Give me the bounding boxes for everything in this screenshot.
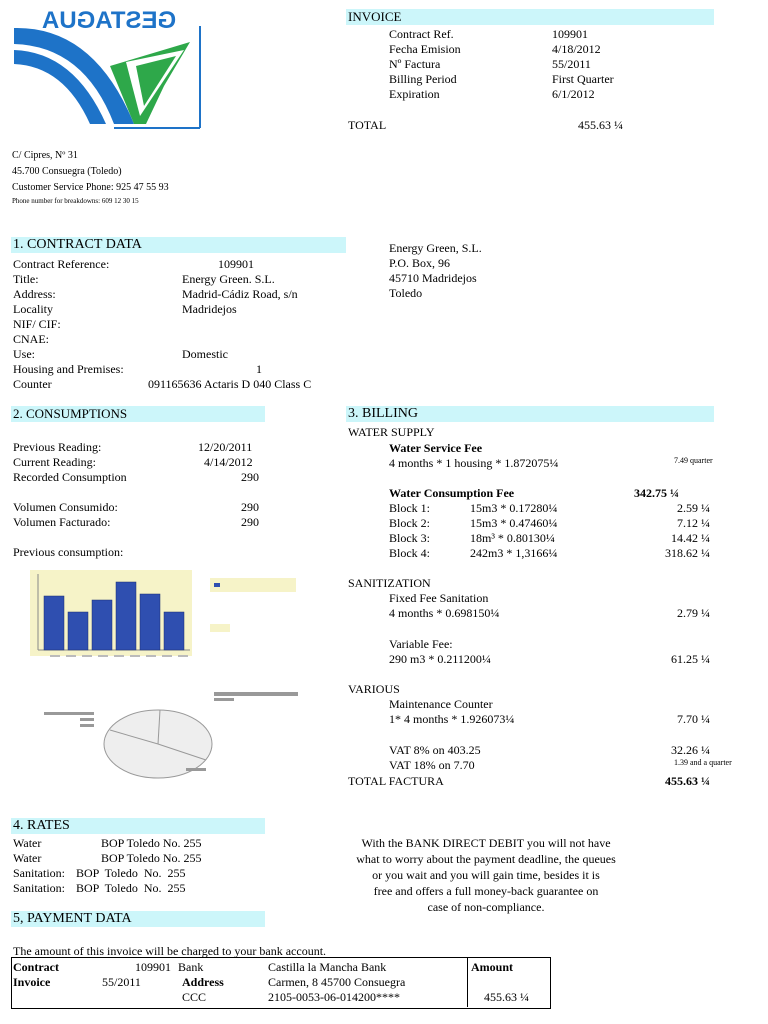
vat8-label: VAT 8% on 403.25	[389, 743, 481, 757]
consumption-label: Volumen Consumido:	[13, 500, 118, 514]
fixed-fee-label: Fixed Fee Sanitation	[389, 591, 489, 605]
payment-contract-label: Contract	[13, 960, 59, 974]
payment-ccc-label: CCC	[182, 990, 207, 1004]
total-factura-amount: 455.63 ¼	[665, 774, 710, 788]
recipient-line: Energy Green, S.L.	[389, 241, 482, 255]
contract-value: 091165636 Actaris D 040 Class C	[148, 377, 312, 391]
block-label: Block 3:	[389, 531, 430, 545]
invoice-total-value: 455.63 ¼	[578, 118, 623, 132]
recipient-line: Toledo	[389, 286, 423, 300]
contract-label: NIF/ CIF:	[13, 317, 61, 331]
fixed-fee-line: 4 months * 0.698150¼	[389, 606, 500, 620]
consumption-label: Current Reading:	[13, 455, 96, 469]
payment-invoice-label: Invoice	[13, 975, 51, 989]
total-factura-label: TOTAL FACTURA	[348, 774, 444, 788]
rates-header: 4. RATES	[11, 818, 265, 834]
block-calc: 15m3 * 0.17280¼	[470, 501, 558, 515]
rate-label: Sanitation:	[13, 866, 65, 880]
fixed-fee-amount: 2.79 ¼	[677, 606, 710, 620]
contract-value: Domestic	[182, 347, 228, 361]
contract-label: Contract Reference:	[13, 257, 110, 271]
rate-value: BOP Toledo No. 255	[101, 851, 202, 865]
block-calc: 18m³ * 0.80130¼	[470, 531, 555, 545]
block-amount: 7.12 ¼	[677, 516, 710, 530]
invoice-row-label: Nº Factura	[389, 57, 441, 71]
invoice-row-value: 4/18/2012	[552, 42, 601, 56]
contract-label: Title:	[13, 272, 39, 286]
contract-value: Madridejos	[182, 302, 237, 316]
maintenance-amount: 7.70 ¼	[677, 712, 710, 726]
invoice-row-value: 109901	[552, 27, 588, 41]
previous-consumption-bar-chart	[10, 568, 300, 666]
invoice-row-value: 6/1/2012	[552, 87, 595, 101]
payment-amount-value: 455.63 ¼	[484, 990, 529, 1004]
notice-line: what to worry about the payment deadline, the queues	[356, 852, 616, 866]
contract-value: 109901	[218, 257, 254, 271]
recipient-line: 45710 Madridejos	[389, 271, 477, 285]
rate-value: BOP Toledo No. 255	[76, 866, 186, 880]
invoice-header: INVOICE	[346, 9, 714, 25]
notice-line: case of non-compliance.	[427, 900, 545, 914]
payment-data-header: 5, PAYMENT DATA	[11, 911, 265, 927]
invoice-row-label: Expiration	[389, 87, 440, 101]
water-service-amount: 7.49 quarter	[674, 456, 713, 465]
payment-bank-value: Castilla la Mancha Bank	[268, 960, 387, 974]
rate-value: BOP Toledo No. 255	[101, 836, 202, 850]
block-amount: 2.59 ¼	[677, 501, 710, 515]
invoice-total-label: TOTAL	[348, 118, 387, 132]
consumption-value: 12/20/2011	[198, 440, 253, 454]
contract-label: Address:	[13, 287, 56, 301]
variable-fee-line: 290 m3 * 0.211200¼	[389, 652, 491, 666]
rate-label: Sanitation:	[13, 881, 65, 895]
water-service-fee-label: Water Service Fee	[389, 441, 483, 455]
customer-service-phone: Customer Service Phone: 925 47 55 93	[12, 182, 169, 193]
block-label: Block 2:	[389, 516, 430, 530]
rate-label: Water	[13, 836, 42, 850]
svg-text:GESTAGUA: GESTAGUA	[41, 7, 177, 34]
vat18-label: VAT 18% on 7.70	[389, 758, 475, 772]
contract-data-header: 1. CONTRACT DATA	[11, 237, 346, 253]
company-address-line1: C/ Cipres, Nº 31	[12, 150, 78, 161]
block-label: Block 1:	[389, 501, 430, 515]
contract-label: Housing and Premises:	[13, 362, 124, 376]
water-supply-label: WATER SUPPLY	[348, 425, 435, 439]
maintenance-label: Maintenance Counter	[389, 697, 493, 711]
recipient-line: P.O. Box, 96	[389, 256, 451, 270]
consumptions-header: 2. CONSUMPTIONS	[11, 406, 265, 422]
block-calc: 242m3 * 1,3166¼	[470, 546, 558, 560]
previous-consumption-pie-chart	[40, 688, 302, 780]
notice-line: With the BANK DIRECT DEBIT you will not have	[361, 836, 611, 850]
billing-header: 3. BILLING	[346, 406, 714, 422]
contract-value: Energy Green. S.L.	[182, 272, 275, 286]
consumption-label: Volumen Facturado:	[13, 515, 111, 529]
payment-address-label: Address	[182, 975, 224, 989]
consumption-label: Recorded Consumption	[13, 470, 127, 484]
maintenance-line: 1* 4 months * 1.926073¼	[389, 712, 515, 726]
variable-fee-amount: 61.25 ¼	[671, 652, 710, 666]
contract-label: CNAE:	[13, 332, 49, 346]
company-address-line2: 45.700 Consuegra (Toledo)	[12, 166, 122, 177]
sanitization-label: SANITIZATION	[348, 576, 431, 590]
contract-value: 1	[256, 362, 262, 376]
invoice-row-label: Billing Period	[389, 72, 457, 86]
contract-value: Madrid-Cádiz Road, s/n	[182, 287, 298, 301]
vat18-amount: 1.39 and a quarter	[674, 758, 732, 767]
various-label: VARIOUS	[348, 682, 400, 696]
payment-invoice-value: 55/2011	[102, 975, 141, 989]
water-consumption-fee-label: Water Consumption Fee	[389, 486, 515, 500]
invoice-row-label: Contract Ref.	[389, 27, 454, 41]
contract-label: Counter	[13, 377, 52, 391]
breakdown-phone: Phone number for breakdowns: 609 12 30 15	[12, 197, 139, 205]
payment-contract-value: 109901	[135, 960, 171, 974]
rate-value: BOP Toledo No. 255	[76, 881, 186, 895]
consumption-value: 290	[241, 500, 259, 514]
block-amount: 14.42 ¼	[671, 531, 710, 545]
vat8-amount: 32.26 ¼	[671, 743, 710, 757]
company-logo	[14, 6, 204, 130]
previous-consumption-label: Previous consumption:	[13, 545, 124, 559]
direct-debit-notice	[346, 836, 626, 916]
payment-ccc-value: 2105-0053-06-014200****	[268, 990, 400, 1004]
consumption-value: 290	[241, 470, 259, 484]
notice-line: free and offers a full money-back guarantee on	[373, 884, 599, 898]
invoice-row-value: 55/2011	[552, 57, 591, 71]
block-calc: 15m3 * 0.47460¼	[470, 516, 558, 530]
invoice-row-value: First Quarter	[552, 72, 614, 86]
payment-intro: The amount of this invoice will be charged to your bank account.	[13, 944, 327, 958]
consumption-value: 290	[241, 515, 259, 529]
payment-amount-label: Amount	[471, 960, 514, 974]
invoice-row-label: Fecha Emision	[389, 42, 461, 56]
contract-label: Locality	[13, 302, 53, 316]
variable-fee-label: Variable Fee:	[389, 637, 453, 651]
contract-label: Use:	[13, 347, 35, 361]
water-service-line: 4 months * 1 housing * 1.872075¼	[389, 456, 559, 470]
water-consumption-total: 342.75 ¼	[634, 486, 679, 500]
block-amount: 318.62 ¼	[665, 546, 710, 560]
payment-divider	[467, 957, 468, 1007]
consumption-label: Previous Reading:	[13, 440, 102, 454]
consumption-value: 4/14/2012	[204, 455, 253, 469]
payment-bank-label: Bank	[178, 960, 204, 974]
rate-label: Water	[13, 851, 42, 865]
block-label: Block 4:	[389, 546, 430, 560]
notice-line: or you wait and you will gain time, besides it is	[372, 868, 600, 882]
logo-icon	[14, 6, 204, 130]
payment-address-value: Carmen, 8 45700 Consuegra	[268, 975, 406, 989]
